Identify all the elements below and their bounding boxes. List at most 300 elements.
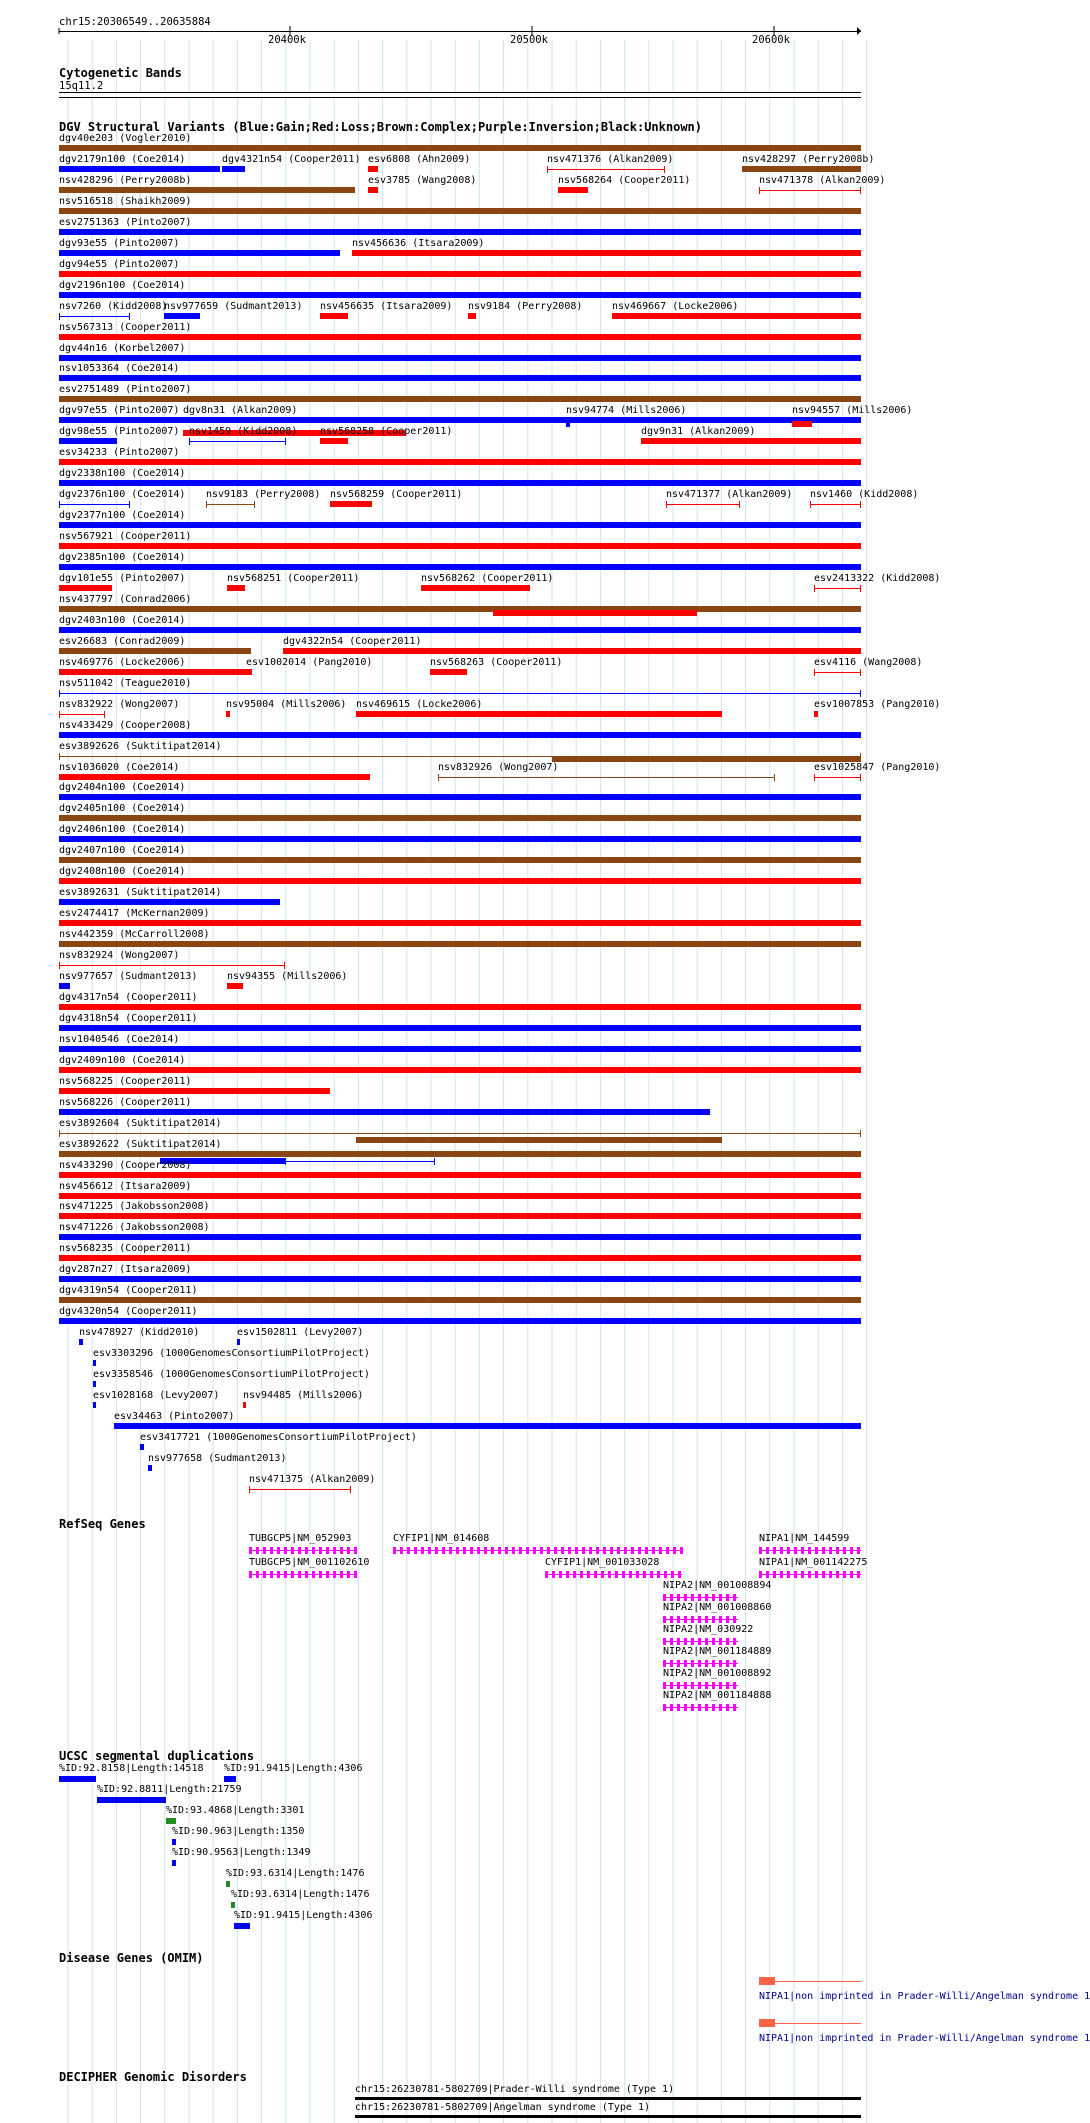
refseq-gene-exon[interactable] (298, 1547, 301, 1554)
dgv-variant-bar[interactable] (814, 711, 818, 717)
dgv-variant-bar[interactable] (59, 1276, 861, 1282)
refseq-gene-exon[interactable] (561, 1547, 564, 1554)
refseq-gene-exon[interactable] (664, 1571, 667, 1578)
refseq-gene-exon[interactable] (456, 1547, 459, 1554)
dgv-variant-bar[interactable] (356, 1137, 722, 1143)
refseq-gene-exon[interactable] (691, 1638, 694, 1645)
refseq-gene-exon[interactable] (698, 1682, 701, 1689)
dgv-variant-bar[interactable] (59, 564, 861, 570)
refseq-gene-exon[interactable] (333, 1547, 336, 1554)
refseq-gene-exon[interactable] (663, 1660, 666, 1667)
refseq-gene-exon[interactable] (677, 1616, 680, 1623)
refseq-gene-exon[interactable] (545, 1571, 548, 1578)
refseq-gene-exon[interactable] (677, 1704, 680, 1711)
omim-gene-line[interactable] (775, 1981, 861, 1982)
refseq-gene-exon[interactable] (354, 1571, 357, 1578)
dgv-variant-bar[interactable] (814, 777, 861, 778)
refseq-gene-exon[interactable] (589, 1547, 592, 1554)
refseq-gene-exon[interactable] (326, 1571, 329, 1578)
refseq-gene-exon[interactable] (850, 1547, 853, 1554)
segdup-bar[interactable] (172, 1860, 176, 1866)
refseq-gene-exon[interactable] (347, 1571, 350, 1578)
refseq-gene-exon[interactable] (608, 1571, 611, 1578)
dgv-variant-bar[interactable] (59, 187, 355, 193)
refseq-gene-exon[interactable] (719, 1660, 722, 1667)
dgv-variant-bar[interactable] (810, 504, 861, 505)
refseq-gene-exon[interactable] (726, 1704, 729, 1711)
refseq-gene-exon[interactable] (712, 1616, 715, 1623)
dgv-variant-bar[interactable] (227, 983, 243, 989)
dgv-variant-bar[interactable] (59, 606, 861, 612)
dgv-variant-bar[interactable] (59, 1213, 861, 1219)
refseq-gene-exon[interactable] (726, 1638, 729, 1645)
dgv-variant-bar[interactable] (59, 166, 220, 172)
refseq-gene-exon[interactable] (566, 1571, 569, 1578)
dgv-variant-bar[interactable] (189, 441, 286, 442)
refseq-gene-exon[interactable] (559, 1571, 562, 1578)
refseq-gene-exon[interactable] (719, 1682, 722, 1689)
refseq-gene-exon[interactable] (347, 1547, 350, 1554)
dgv-variant-bar[interactable] (59, 1193, 861, 1199)
refseq-gene-exon[interactable] (815, 1571, 818, 1578)
refseq-gene-exon[interactable] (421, 1547, 424, 1554)
refseq-gene-exon[interactable] (766, 1547, 769, 1554)
dgv-variant-bar[interactable] (59, 714, 105, 715)
refseq-gene-exon[interactable] (857, 1547, 860, 1554)
refseq-gene-exon[interactable] (533, 1547, 536, 1554)
refseq-gene-exon[interactable] (712, 1594, 715, 1601)
refseq-gene-exon[interactable] (787, 1547, 790, 1554)
refseq-gene-exon[interactable] (340, 1547, 343, 1554)
dgv-variant-bar[interactable] (59, 693, 861, 694)
dgv-variant-bar[interactable] (59, 1088, 330, 1094)
dgv-variant-bar[interactable] (59, 815, 861, 821)
segdup-bar[interactable] (59, 1776, 96, 1782)
dgv-variant-bar[interactable] (59, 480, 861, 486)
refseq-gene-exon[interactable] (733, 1638, 736, 1645)
refseq-gene-exon[interactable] (719, 1594, 722, 1601)
refseq-gene-exon[interactable] (512, 1547, 515, 1554)
refseq-gene-exon[interactable] (249, 1547, 252, 1554)
dgv-variant-bar[interactable] (59, 1025, 861, 1031)
dgv-variant-bar[interactable] (237, 1339, 240, 1345)
refseq-gene-exon[interactable] (580, 1571, 583, 1578)
refseq-gene-exon[interactable] (284, 1571, 287, 1578)
dgv-variant-bar[interactable] (814, 672, 861, 673)
refseq-gene-exon[interactable] (684, 1616, 687, 1623)
refseq-gene-exon[interactable] (843, 1571, 846, 1578)
refseq-gene-exon[interactable] (305, 1547, 308, 1554)
refseq-gene-exon[interactable] (540, 1547, 543, 1554)
refseq-gene-exon[interactable] (698, 1660, 701, 1667)
dgv-variant-bar[interactable] (206, 504, 255, 505)
dgv-variant-bar[interactable] (246, 669, 252, 675)
refseq-gene-exon[interactable] (470, 1547, 473, 1554)
dgv-variant-bar[interactable] (59, 774, 370, 780)
dgv-variant-bar[interactable] (59, 522, 861, 528)
refseq-gene-exon[interactable] (491, 1547, 494, 1554)
refseq-gene-exon[interactable] (568, 1547, 571, 1554)
refseq-gene-exon[interactable] (617, 1547, 620, 1554)
refseq-gene-exon[interactable] (312, 1547, 315, 1554)
refseq-gene-exon[interactable] (698, 1616, 701, 1623)
refseq-gene-exon[interactable] (477, 1547, 480, 1554)
refseq-gene-exon[interactable] (705, 1594, 708, 1601)
refseq-gene-exon[interactable] (733, 1682, 736, 1689)
refseq-gene-exon[interactable] (657, 1571, 660, 1578)
refseq-gene-exon[interactable] (808, 1571, 811, 1578)
dgv-variant-bar[interactable] (243, 1402, 246, 1408)
refseq-gene-exon[interactable] (705, 1660, 708, 1667)
refseq-gene-exon[interactable] (636, 1571, 639, 1578)
dgv-variant-bar[interactable] (59, 1046, 861, 1052)
refseq-gene-exon[interactable] (670, 1704, 673, 1711)
refseq-gene-exon[interactable] (829, 1547, 832, 1554)
refseq-gene-exon[interactable] (650, 1571, 653, 1578)
refseq-gene-exon[interactable] (673, 1547, 676, 1554)
dgv-variant-bar[interactable] (641, 438, 861, 444)
dgv-variant-bar[interactable] (59, 965, 285, 966)
refseq-gene-exon[interactable] (698, 1594, 701, 1601)
refseq-gene-exon[interactable] (773, 1547, 776, 1554)
refseq-gene-exon[interactable] (822, 1547, 825, 1554)
refseq-gene-exon[interactable] (428, 1547, 431, 1554)
refseq-gene-exon[interactable] (719, 1638, 722, 1645)
refseq-gene-exon[interactable] (249, 1571, 252, 1578)
refseq-gene-exon[interactable] (442, 1547, 445, 1554)
refseq-gene-exon[interactable] (691, 1660, 694, 1667)
dgv-variant-bar[interactable] (612, 313, 861, 319)
dgv-variant-bar[interactable] (227, 585, 245, 591)
refseq-gene-exon[interactable] (354, 1547, 357, 1554)
refseq-gene-exon[interactable] (256, 1547, 259, 1554)
refseq-gene-exon[interactable] (305, 1571, 308, 1578)
refseq-gene-exon[interactable] (547, 1547, 550, 1554)
refseq-gene-exon[interactable] (684, 1704, 687, 1711)
dgv-variant-bar[interactable] (356, 711, 722, 717)
dgv-variant-bar[interactable] (59, 899, 280, 905)
refseq-gene-exon[interactable] (780, 1571, 783, 1578)
refseq-gene-exon[interactable] (705, 1682, 708, 1689)
dgv-variant-bar[interactable] (140, 1444, 144, 1450)
dgv-variant-bar[interactable] (59, 1297, 861, 1303)
dgv-variant-bar[interactable] (59, 1067, 861, 1073)
refseq-gene-exon[interactable] (629, 1571, 632, 1578)
dgv-variant-bar[interactable] (59, 878, 861, 884)
dgv-variant-bar[interactable] (164, 313, 200, 319)
refseq-gene-exon[interactable] (726, 1616, 729, 1623)
dgv-variant-bar[interactable] (59, 1109, 710, 1115)
dgv-variant-bar[interactable] (438, 777, 775, 778)
refseq-gene-exon[interactable] (766, 1571, 769, 1578)
refseq-gene-exon[interactable] (794, 1571, 797, 1578)
refseq-gene-exon[interactable] (719, 1616, 722, 1623)
dgv-variant-bar[interactable] (93, 1381, 96, 1387)
refseq-gene-exon[interactable] (671, 1571, 674, 1578)
refseq-gene-exon[interactable] (691, 1594, 694, 1601)
refseq-gene-exon[interactable] (843, 1547, 846, 1554)
dgv-variant-bar[interactable] (430, 669, 467, 675)
refseq-gene-exon[interactable] (340, 1571, 343, 1578)
dgv-variant-bar[interactable] (759, 190, 861, 191)
dgv-variant-bar[interactable] (330, 501, 372, 507)
refseq-gene-exon[interactable] (726, 1682, 729, 1689)
refseq-gene-exon[interactable] (815, 1547, 818, 1554)
dgv-variant-bar[interactable] (59, 1234, 861, 1240)
refseq-gene-exon[interactable] (733, 1616, 736, 1623)
dgv-variant-bar[interactable] (547, 169, 665, 170)
dgv-variant-bar[interactable] (59, 417, 861, 423)
refseq-gene-exon[interactable] (691, 1616, 694, 1623)
dgv-variant-bar[interactable] (59, 355, 861, 361)
dgv-variant-bar[interactable] (114, 1423, 861, 1429)
segdup-bar[interactable] (224, 1776, 236, 1782)
refseq-gene-exon[interactable] (726, 1594, 729, 1601)
refseq-gene-exon[interactable] (733, 1704, 736, 1711)
refseq-gene-exon[interactable] (829, 1571, 832, 1578)
refseq-gene-exon[interactable] (787, 1571, 790, 1578)
omim-gene-bar[interactable] (759, 2019, 775, 2027)
refseq-gene-exon[interactable] (794, 1547, 797, 1554)
refseq-gene-exon[interactable] (435, 1547, 438, 1554)
dgv-variant-bar[interactable] (352, 250, 861, 256)
refseq-gene-exon[interactable] (643, 1571, 646, 1578)
refseq-gene-exon[interactable] (291, 1547, 294, 1554)
refseq-gene-exon[interactable] (291, 1571, 294, 1578)
refseq-gene-exon[interactable] (638, 1547, 641, 1554)
segdup-bar[interactable] (231, 1902, 235, 1908)
refseq-gene-exon[interactable] (624, 1547, 627, 1554)
dgv-variant-bar[interactable] (493, 610, 697, 616)
cytoband-bar[interactable] (59, 92, 861, 98)
refseq-gene-exon[interactable] (801, 1547, 804, 1554)
refseq-gene-exon[interactable] (400, 1547, 403, 1554)
refseq-gene-exon[interactable] (857, 1571, 860, 1578)
dgv-variant-bar[interactable] (59, 669, 246, 675)
refseq-gene-exon[interactable] (263, 1547, 266, 1554)
refseq-gene-exon[interactable] (773, 1571, 776, 1578)
refseq-gene-exon[interactable] (319, 1571, 322, 1578)
refseq-gene-exon[interactable] (659, 1547, 662, 1554)
dgv-variant-bar[interactable] (368, 166, 378, 172)
dgv-variant-bar[interactable] (59, 292, 861, 298)
dgv-variant-bar[interactable] (59, 271, 861, 277)
refseq-gene-exon[interactable] (726, 1660, 729, 1667)
dgv-variant-bar[interactable] (320, 313, 348, 319)
refseq-gene-exon[interactable] (836, 1547, 839, 1554)
refseq-gene-exon[interactable] (677, 1594, 680, 1601)
refseq-gene-exon[interactable] (498, 1547, 501, 1554)
refseq-gene-exon[interactable] (652, 1547, 655, 1554)
dgv-variant-bar[interactable] (59, 229, 861, 235)
refseq-gene-exon[interactable] (256, 1571, 259, 1578)
refseq-gene-exon[interactable] (284, 1547, 287, 1554)
refseq-gene-exon[interactable] (780, 1547, 783, 1554)
dgv-variant-bar[interactable] (421, 585, 530, 591)
refseq-gene-exon[interactable] (407, 1547, 410, 1554)
refseq-gene-exon[interactable] (677, 1638, 680, 1645)
refseq-gene-exon[interactable] (684, 1682, 687, 1689)
dgv-variant-bar[interactable] (59, 983, 70, 989)
dgv-variant-bar[interactable] (59, 585, 112, 591)
dgv-variant-bar[interactable] (59, 145, 861, 151)
dgv-variant-bar[interactable] (59, 648, 251, 654)
refseq-gene-exon[interactable] (759, 1547, 762, 1554)
refseq-gene-exon[interactable] (705, 1638, 708, 1645)
dgv-variant-bar[interactable] (59, 438, 117, 444)
dgv-variant-bar[interactable] (59, 732, 861, 738)
dgv-variant-bar[interactable] (285, 1161, 435, 1162)
dgv-variant-bar[interactable] (59, 857, 861, 863)
segdup-bar[interactable] (166, 1818, 176, 1824)
dgv-variant-bar[interactable] (93, 1360, 96, 1366)
dgv-variant-bar[interactable] (468, 313, 476, 319)
dgv-variant-bar[interactable] (283, 648, 861, 654)
refseq-gene-exon[interactable] (582, 1547, 585, 1554)
refseq-gene-exon[interactable] (615, 1571, 618, 1578)
refseq-gene-exon[interactable] (663, 1638, 666, 1645)
refseq-gene-exon[interactable] (622, 1571, 625, 1578)
refseq-gene-exon[interactable] (684, 1660, 687, 1667)
dgv-variant-bar[interactable] (59, 1004, 861, 1010)
refseq-gene-exon[interactable] (712, 1638, 715, 1645)
dgv-variant-bar[interactable] (742, 166, 861, 172)
refseq-gene-exon[interactable] (666, 1547, 669, 1554)
refseq-gene-exon[interactable] (663, 1616, 666, 1623)
refseq-gene-exon[interactable] (526, 1547, 529, 1554)
dgv-variant-bar[interactable] (59, 316, 130, 317)
decipher-disorder-bar[interactable] (355, 2115, 861, 2118)
dgv-variant-bar[interactable] (249, 1489, 351, 1490)
segdup-bar[interactable] (97, 1797, 166, 1803)
refseq-gene-exon[interactable] (850, 1571, 853, 1578)
refseq-gene-exon[interactable] (670, 1638, 673, 1645)
refseq-gene-exon[interactable] (631, 1547, 634, 1554)
refseq-gene-exon[interactable] (449, 1547, 452, 1554)
dgv-variant-bar[interactable] (558, 187, 588, 193)
refseq-gene-exon[interactable] (594, 1571, 597, 1578)
dgv-variant-bar[interactable] (59, 920, 861, 926)
dgv-variant-bar[interactable] (222, 166, 245, 172)
refseq-gene-exon[interactable] (698, 1704, 701, 1711)
refseq-gene-exon[interactable] (705, 1616, 708, 1623)
dgv-variant-bar[interactable] (59, 459, 861, 465)
dgv-variant-bar[interactable] (59, 1318, 861, 1324)
dgv-variant-bar[interactable] (59, 543, 861, 549)
dgv-variant-bar[interactable] (59, 375, 861, 381)
refseq-gene-exon[interactable] (519, 1547, 522, 1554)
refseq-gene-exon[interactable] (319, 1547, 322, 1554)
refseq-gene-exon[interactable] (552, 1571, 555, 1578)
dgv-variant-bar[interactable] (59, 1151, 861, 1157)
dgv-variant-bar[interactable] (320, 438, 348, 444)
refseq-gene-exon[interactable] (759, 1571, 762, 1578)
refseq-gene-exon[interactable] (733, 1594, 736, 1601)
refseq-gene-exon[interactable] (263, 1571, 266, 1578)
omim-gene-bar[interactable] (759, 1977, 775, 1985)
refseq-gene-exon[interactable] (573, 1571, 576, 1578)
refseq-gene-exon[interactable] (705, 1704, 708, 1711)
refseq-gene-exon[interactable] (670, 1660, 673, 1667)
refseq-gene-exon[interactable] (663, 1704, 666, 1711)
dgv-variant-bar[interactable] (566, 421, 570, 427)
dgv-variant-bar[interactable] (792, 421, 812, 427)
dgv-variant-bar[interactable] (59, 250, 340, 256)
refseq-gene-exon[interactable] (801, 1571, 804, 1578)
dgv-variant-bar[interactable] (59, 627, 861, 633)
refseq-gene-exon[interactable] (712, 1682, 715, 1689)
omim-gene-line[interactable] (775, 2023, 861, 2024)
refseq-gene-exon[interactable] (712, 1704, 715, 1711)
dgv-variant-bar[interactable] (59, 1133, 861, 1134)
dgv-variant-bar[interactable] (59, 504, 130, 505)
refseq-gene-exon[interactable] (610, 1547, 613, 1554)
refseq-gene-exon[interactable] (601, 1571, 604, 1578)
refseq-gene-exon[interactable] (808, 1547, 811, 1554)
refseq-gene-exon[interactable] (270, 1571, 273, 1578)
refseq-gene-exon[interactable] (270, 1547, 273, 1554)
refseq-gene-exon[interactable] (277, 1571, 280, 1578)
refseq-gene-exon[interactable] (691, 1682, 694, 1689)
dgv-variant-bar[interactable] (59, 941, 861, 947)
dgv-variant-bar[interactable] (59, 396, 861, 402)
refseq-gene-exon[interactable] (645, 1547, 648, 1554)
refseq-gene-exon[interactable] (277, 1547, 280, 1554)
refseq-gene-exon[interactable] (670, 1616, 673, 1623)
refseq-gene-exon[interactable] (575, 1547, 578, 1554)
dgv-variant-bar[interactable] (814, 588, 861, 589)
refseq-gene-exon[interactable] (505, 1547, 508, 1554)
refseq-gene-exon[interactable] (836, 1571, 839, 1578)
refseq-gene-exon[interactable] (587, 1571, 590, 1578)
refseq-gene-exon[interactable] (484, 1547, 487, 1554)
dgv-variant-bar[interactable] (368, 187, 378, 193)
refseq-gene-exon[interactable] (822, 1571, 825, 1578)
dgv-variant-bar[interactable] (59, 1172, 861, 1178)
refseq-gene-exon[interactable] (684, 1638, 687, 1645)
dgv-variant-bar[interactable] (148, 1465, 152, 1471)
refseq-gene-exon[interactable] (596, 1547, 599, 1554)
dgv-variant-bar[interactable] (59, 1255, 861, 1261)
refseq-gene-exon[interactable] (691, 1704, 694, 1711)
refseq-gene-exon[interactable] (663, 1594, 666, 1601)
refseq-gene-exon[interactable] (719, 1704, 722, 1711)
refseq-gene-exon[interactable] (677, 1660, 680, 1667)
refseq-gene-exon[interactable] (554, 1547, 557, 1554)
refseq-gene-exon[interactable] (680, 1547, 683, 1554)
refseq-gene-exon[interactable] (298, 1571, 301, 1578)
dgv-variant-bar[interactable] (666, 504, 740, 505)
refseq-gene-exon[interactable] (698, 1638, 701, 1645)
refseq-gene-exon[interactable] (663, 1682, 666, 1689)
dgv-variant-bar[interactable] (59, 334, 861, 340)
refseq-gene-exon[interactable] (670, 1682, 673, 1689)
refseq-gene-exon[interactable] (463, 1547, 466, 1554)
dgv-variant-bar[interactable] (59, 836, 861, 842)
refseq-gene-exon[interactable] (677, 1682, 680, 1689)
dgv-variant-bar[interactable] (59, 208, 861, 214)
dgv-variant-bar[interactable] (226, 711, 230, 717)
refseq-gene-exon[interactable] (393, 1547, 396, 1554)
refseq-gene-exon[interactable] (712, 1660, 715, 1667)
decipher-disorder-bar[interactable] (355, 2097, 861, 2100)
segdup-bar[interactable] (172, 1839, 176, 1845)
refseq-gene-exon[interactable] (414, 1547, 417, 1554)
refseq-gene-exon[interactable] (684, 1594, 687, 1601)
refseq-gene-exon[interactable] (603, 1547, 606, 1554)
dgv-variant-bar[interactable] (79, 1339, 83, 1345)
refseq-gene-exon[interactable] (733, 1660, 736, 1667)
